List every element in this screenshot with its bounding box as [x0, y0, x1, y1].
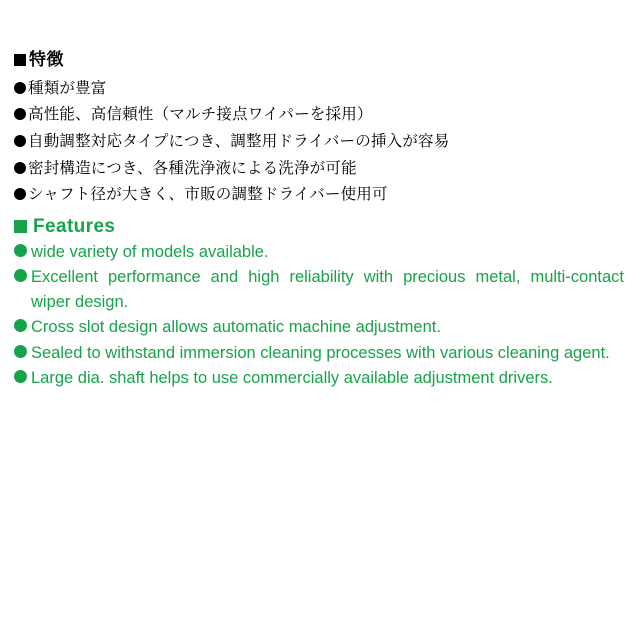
list-item: [14, 265, 626, 314]
list-item: [14, 341, 626, 365]
english-features-section: [14, 216, 626, 390]
japanese-item-text: シャフト径が大きく、市販の調整ドライバー使用可: [28, 186, 388, 204]
circle-bullet-icon: [14, 82, 26, 94]
english-heading-label: Features: [33, 215, 116, 237]
list-item: [14, 76, 626, 103]
english-item-text: Sealed to withstand immersion cleaning processes with various cleaning agent.: [31, 343, 610, 362]
list-item: [14, 129, 626, 156]
english-item-text: wide variety of models available.: [31, 242, 269, 261]
japanese-item-text: 自動調整対応タイプにつき、調整用ドライバーの挿入が容易: [28, 132, 450, 150]
circle-bullet-icon: [14, 370, 27, 383]
circle-bullet-icon: [14, 345, 27, 358]
japanese-heading-label: 特徴: [29, 50, 64, 69]
circle-bullet-icon: [14, 188, 26, 200]
japanese-item-text: 密封構造につき、各種洗浄液による洗浄が可能: [28, 159, 357, 177]
list-item: [14, 366, 626, 390]
list-item: [14, 102, 626, 129]
japanese-item-text: 種類が豊富: [28, 79, 107, 97]
circle-bullet-icon: [14, 135, 26, 147]
japanese-item-text: 高性能、高信頼性（マルチ接点ワイパーを採用）: [28, 106, 373, 124]
japanese-features-section: [14, 48, 626, 209]
circle-bullet-icon: [14, 108, 26, 120]
square-bullet-icon: [14, 54, 26, 66]
english-item-text: Cross slot design allows automatic machine adjustment.: [31, 318, 441, 337]
english-item-text: Large dia. shaft helps to use commercially available adjustment drivers.: [31, 368, 553, 387]
circle-bullet-icon: [14, 244, 27, 257]
circle-bullet-icon: [14, 269, 27, 282]
list-item: [14, 240, 626, 264]
circle-bullet-icon: [14, 162, 26, 174]
circle-bullet-icon: [14, 319, 27, 332]
english-item-text: Excellent performance and high reliability with precious metal, multi-contact wiper design.: [31, 268, 624, 311]
list-item: [14, 315, 626, 339]
japanese-heading: [14, 48, 626, 73]
list-item: [14, 182, 626, 209]
list-item: [14, 156, 626, 183]
english-heading: [14, 216, 626, 238]
square-bullet-icon: [14, 220, 27, 233]
